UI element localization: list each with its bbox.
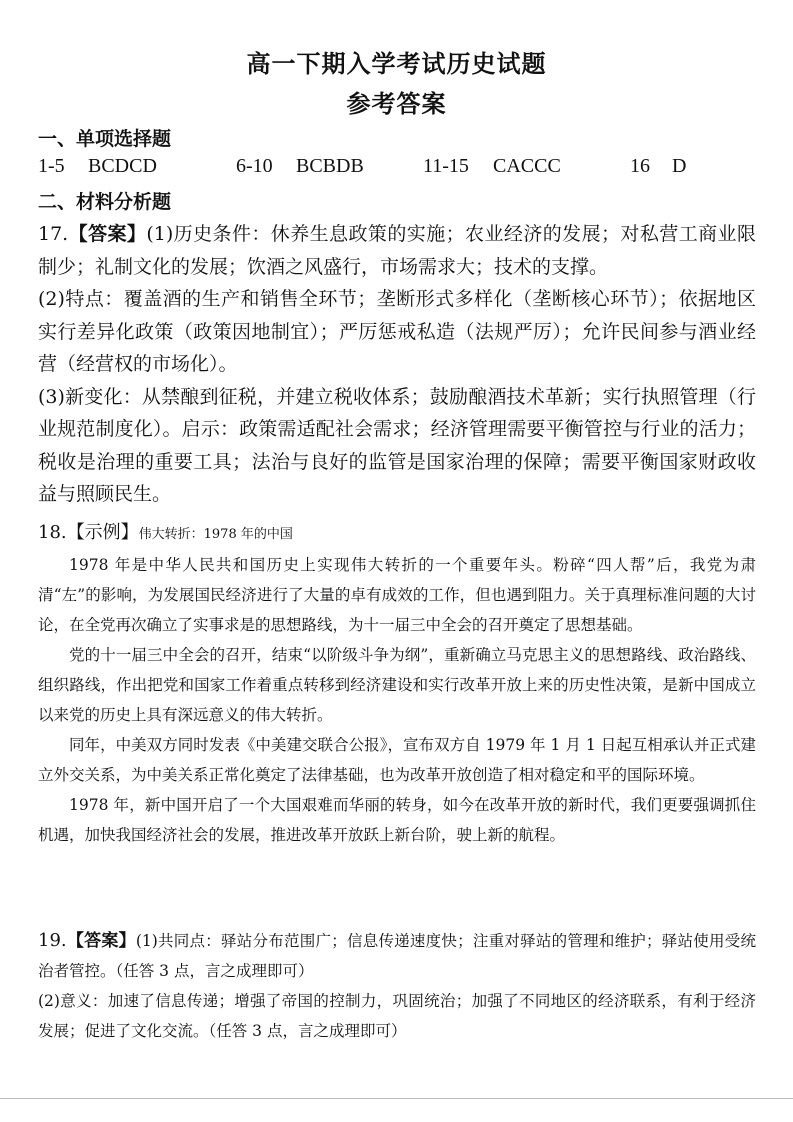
answer-letters: CACCC (493, 155, 561, 177)
answer-range: 6-10 (236, 155, 273, 177)
q17-part-3: (3)新变化：从禁酿到征税，并建立税收体系；鼓励酿酒技术革新；实行执照管理（行业规范制度化）。启示：政策需适配社会需求；经济管理需要平衡管控与行业的活力；税收是治理的重要工具；法治与良好的监管是国家治理的保障；需要平衡国家财政收益与照顾民生。 (38, 385, 756, 505)
question-number: 19. (38, 930, 67, 951)
section-heading-material-analysis: 二、材料分析题 (38, 191, 172, 213)
multiple-choice-answers (38, 155, 758, 179)
question-17-answer (38, 218, 756, 511)
answer-letters: D (672, 155, 687, 177)
answer-tag: 【示例】 (66, 522, 139, 543)
essay-paragraph: 1978 年是中华人民共和国历史上实现伟大转折的一个重要年头。粉碎“四人帮”后，我党为肃清“左”的影响，为发展国民经济进行了大量的卓有成效的工作，但也遇到阻力。关于真理标准问题的大讨论，在全党再次确立了实事求是的思想路线，为十一届三中全会的召开奠定了思想基础。 (38, 556, 756, 634)
q19-text: (1)共同点：驿站分布范围广；信息传递速度快；注重对驿站的管理和维护；驿站使用受统治者管控。（任答 3 点，言之成理即可） (38, 932, 757, 980)
answer-range: 1-5 (38, 155, 65, 177)
essay-title: 伟大转折：1978 年的中国 (138, 527, 293, 542)
page-bottom-rule (0, 1098, 793, 1099)
question-18-answer (38, 518, 756, 850)
q17-part-2: (2)特点：覆盖酒的生产和销售全环节；垄断形式多样化（垄断核心环节）；依据地区实行差异化政策（政策因地制宜）；严厉惩戒私造（法规严厉）；允许民间参与酒业经营（经营权的市场化）。 (38, 288, 756, 375)
q19-part-2: (2)意义：加速了信息传递；增强了帝国的控制力，巩固统治；加强了不同地区的经济联系，有利于经济发展；促进了文化交流。（任答 3 点，言之成理即可） (38, 992, 756, 1040)
answer-range: 11-15 (423, 155, 469, 177)
essay-paragraph: 1978 年，新中国开启了一个大国艰难而华丽的转身，如今在改革开放的新时代，我们更要强调抓住机遇，加快我国经济社会的发展，推进改革开放跃上新台阶，驶上新的航程。 (38, 796, 756, 844)
essay-paragraph: 党的十一届三中全会的召开，结束“以阶级斗争为纲”，重新确立马克思主义的思想路线、政治路线、组织路线，作出把党和国家工作着重点转移到经济建设和实行改革开放上来的历史性决策，是新中国成立以来党的历史上具有深远意义的伟大转折。 (38, 646, 756, 724)
q17-text: (1)历史条件：休养生息政策的实施；农业经济的发展；对私营工商业限制少；礼制文化的发展；饮酒之风盛行，市场需求大；技术的支撑。 (38, 223, 756, 278)
q19-part-1 (38, 926, 756, 986)
answer-tag: 【答案】 (68, 223, 147, 245)
answer-range: 16 (630, 155, 650, 177)
q17-part-1 (38, 218, 756, 283)
page-title: 高一下期入学考试历史试题 (246, 50, 547, 78)
section-heading-multiple-choice: 一、单项选择题 (38, 128, 172, 150)
question-number: 17. (38, 223, 69, 245)
answer-tag: 【答案】 (66, 931, 136, 951)
question-number: 18. (38, 522, 67, 543)
page-subtitle: 参考答案 (346, 90, 447, 118)
question-19-answer (38, 926, 756, 1046)
essay-paragraph: 同年，中美双方同时发表《中美建交联合公报》，宣布双方自 1979 年 1 月 1 日起互相承认并正式建立外交关系，为中美关系正常化奠定了法律基础，也为改革开放创造了相对稳定和平的国际环境。 (38, 736, 757, 784)
answer-letters: BCDCD (88, 155, 157, 177)
q18-header (38, 518, 756, 550)
answer-letters: BCBDB (296, 155, 364, 177)
